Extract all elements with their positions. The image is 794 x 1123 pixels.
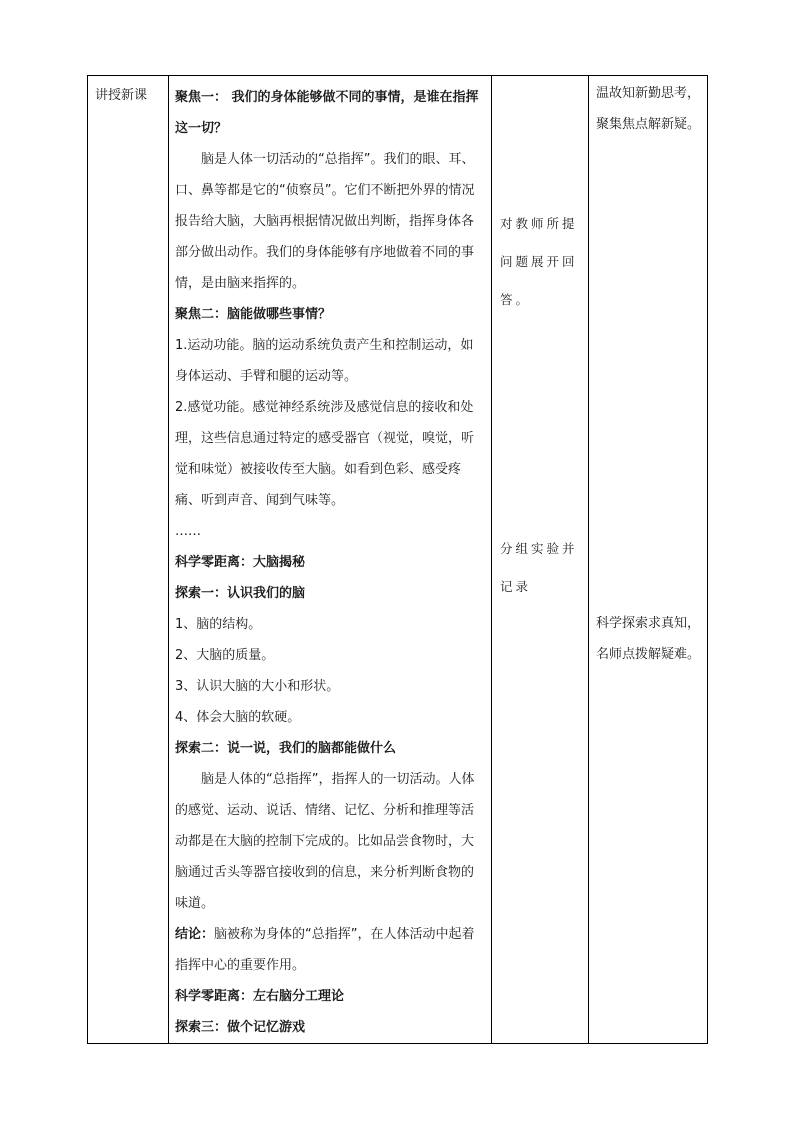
student-activity-experiment: 分组实验并记录 bbox=[500, 541, 578, 594]
science-heading-2: 科学零距离：左右脑分工理论 bbox=[175, 989, 345, 1004]
section-label: 讲授新课 bbox=[95, 88, 148, 103]
design-note-1: 温故知新勤思考，聚集焦点解新疑。 bbox=[596, 86, 701, 132]
focus1-title: 聚焦一： 我们的身体能够做不同的事情，是谁在指挥这一切？ bbox=[175, 90, 479, 136]
conclusion bbox=[175, 919, 485, 981]
student-activity-answer: 对教师所提问题展开回答。 bbox=[500, 216, 578, 307]
explore1-item: 2、大脑的质量。 bbox=[175, 648, 275, 663]
science-heading-1: 科学零距离：大脑揭秘 bbox=[175, 555, 306, 570]
focus2-title: 聚焦二：脑能做哪些事情？ bbox=[175, 307, 332, 322]
conclusion-text: 脑被称为身体的“总指挥”，在人体活动中起着指挥中心的重要作用。 bbox=[175, 927, 475, 973]
function-item-sensory: 2.感觉功能。感觉神经系统涉及感觉信息的接收和处理，这些信息通过特定的感受器官（视觉，嗅觉，听觉和味觉）被接收传至大脑。如看到色彩、感受疼痛、听到声音、闻到气味等。 bbox=[175, 400, 475, 508]
explore1-heading: 探索一：认识我们的脑 bbox=[175, 586, 306, 601]
table-row bbox=[88, 76, 708, 1044]
explore1-item: 4、体会大脑的软硬。 bbox=[175, 710, 301, 725]
ellipsis-text: …… bbox=[175, 524, 201, 539]
explore2-body: 脑是人体的“总指挥”，指挥人的一切活动。人体的感觉、运动、说话、情绪、记忆、分析和推理等活动都是在大脑的控制下完成的。比如品尝食物时，大脑通过舌头等器官接收到的信息，来分析判断食物的味道。 bbox=[175, 772, 475, 911]
lesson-plan-table bbox=[87, 75, 708, 1044]
conclusion-label: 结论： bbox=[175, 927, 215, 942]
design-note-2: 科学探索求真知，名师点拨解疑难。 bbox=[596, 616, 701, 662]
explore1-item: 1、脑的结构。 bbox=[175, 617, 262, 632]
section-label-cell bbox=[88, 76, 169, 1044]
explore1-item: 3、认识大脑的大小和形状。 bbox=[175, 679, 340, 694]
explore3-heading: 探索三：做个记忆游戏 bbox=[175, 1020, 306, 1035]
explore2-heading: 探索二：说一说，我们的脑都能做什么 bbox=[175, 741, 397, 756]
design-notes-cell bbox=[589, 76, 708, 1044]
teacher-activity-cell bbox=[169, 76, 492, 1044]
student-activity-cell bbox=[492, 76, 589, 1044]
function-item-motor: 1.运动功能。脑的运动系统负责产生和控制运动，如身体运动、手臂和腿的运动等。 bbox=[175, 338, 474, 384]
focus1-body: 脑是人体一切活动的“总指挥”。我们的眼、耳、口、鼻等都是它的“侦察员”。它们不断把外界的情况报告给大脑，大脑再根据情况做出判断，指挥身体各部分做出动作。我们的身体能够有序地做着不同的事情，是由脑来指挥的。 bbox=[175, 152, 475, 291]
